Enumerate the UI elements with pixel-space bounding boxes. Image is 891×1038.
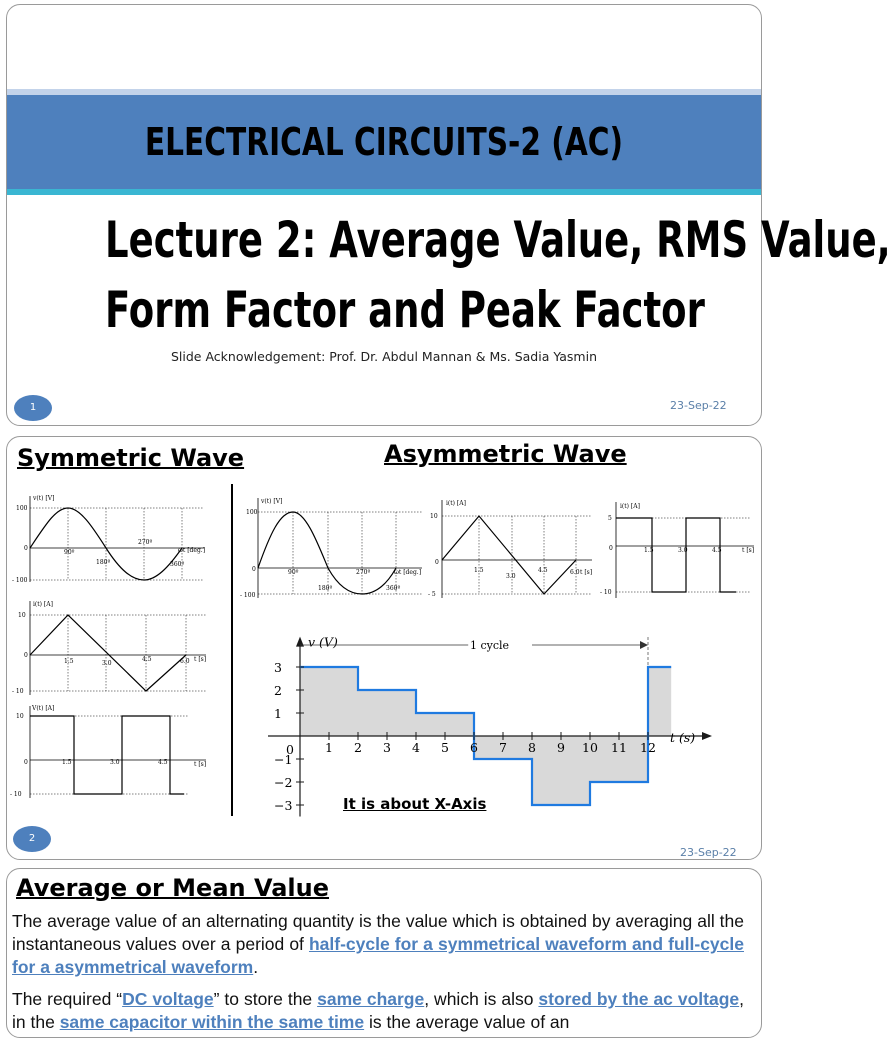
y-tick-label: 3	[274, 660, 282, 675]
page-number-badge: 2	[13, 826, 51, 852]
title-band-bottom-stripe	[7, 189, 761, 195]
y-tick: 0	[24, 652, 28, 659]
y-tick: 10	[16, 713, 24, 720]
xlabel: t [s]	[580, 569, 593, 576]
symmetric-wave-heading: Symmetric Wave	[17, 444, 245, 472]
title-slide	[6, 4, 891, 426]
x-tick: 6.0	[180, 658, 190, 665]
symmetric-square-plot	[8, 702, 208, 804]
xlabel: ωt [deg.]	[394, 569, 422, 576]
y-tick-label: −3	[274, 798, 293, 813]
paragraph-text: The average value of an alternating quantity is the value which is obtained by averaging all the instantaneous values over a period of	[12, 911, 744, 954]
x-tick: 3.0	[678, 547, 688, 554]
x-tick: 3.0	[102, 660, 112, 667]
xlabel: t [s]	[742, 547, 755, 554]
ylabel: v(t) [V]	[261, 498, 283, 505]
y-tick-label: −1	[274, 752, 293, 767]
ylabel: v(t) [V]	[33, 495, 55, 502]
highlight-waveform-period: half-cycle for a symmetrical waveform and full-cycle for a asymmetrical waveform	[12, 934, 744, 977]
y-tick-label: 2	[274, 683, 282, 698]
paragraph-text: ” to store the	[213, 989, 318, 1009]
x-tick: 3.0	[506, 573, 516, 580]
x-tick: 4.5	[158, 759, 168, 766]
x-tick: 4.5	[538, 567, 548, 574]
x-tick: 180º	[318, 585, 333, 592]
ylabel: i(t) [A]	[33, 601, 53, 608]
y-tick: 5	[608, 515, 612, 522]
paragraph-text: .	[253, 957, 259, 977]
y-tick: - 5	[428, 591, 436, 598]
x-tick: 1.5	[64, 658, 74, 665]
step-xlabel: t (s)	[670, 730, 696, 745]
xlabel: t [s]	[194, 761, 207, 768]
cycle-label: 1 cycle	[470, 639, 510, 652]
x-tick: 6.0	[570, 569, 580, 576]
x-tick-label: 1	[325, 740, 333, 755]
y-tick: 0	[24, 759, 28, 766]
dc-equivalent-paragraph	[12, 988, 744, 1034]
x-tick-label: 3	[383, 740, 391, 755]
y-tick: 0	[252, 566, 256, 573]
x-tick: 1.5	[62, 759, 72, 766]
lecture-title-line-2: Form Factor and Peak Factor	[105, 281, 705, 339]
step-waveform-chart	[262, 618, 722, 814]
x-tick: 3.0	[110, 759, 120, 766]
y-tick: - 10	[12, 688, 24, 695]
x-axis-arrowhead	[702, 732, 712, 740]
y-tick: - 10	[10, 791, 22, 798]
symmetric-triangle-plot	[8, 597, 208, 699]
slide-date: 23-Sep-22	[670, 399, 727, 412]
y-tick: - 100	[240, 592, 256, 599]
asymmetric-triangle-plot	[424, 496, 594, 600]
x-tick: 360º	[170, 561, 185, 568]
highlight-same-charge: same charge	[317, 989, 425, 1009]
course-title: ELECTRICAL CIRCUITS-2 (AC)	[144, 120, 624, 164]
y-tick: 0	[609, 545, 613, 552]
definition-paragraph	[12, 910, 744, 979]
x-tick: 180º	[96, 559, 111, 566]
y-tick: 100	[16, 505, 28, 512]
paragraph-text: is the average value of an	[364, 1012, 570, 1032]
page-number-badge: 1	[14, 395, 52, 421]
y-tick: 10	[430, 513, 438, 520]
x-tick-label: 4	[412, 740, 420, 755]
x-tick: 90º	[64, 549, 75, 556]
x-tick: 1.5	[644, 547, 654, 554]
x-tick-label: 8	[528, 740, 536, 755]
y-tick-label: 0	[286, 742, 294, 757]
paragraph-text: , in the	[12, 989, 745, 1032]
asymmetric-square-plot	[600, 498, 756, 600]
slide-date: 23-Sep-22	[680, 846, 737, 859]
y-tick: 0	[435, 559, 439, 566]
y-tick: - 100	[12, 577, 28, 584]
highlight-same-capacitor: same capacitor within the same time	[59, 1012, 365, 1032]
x-tick-label: 10	[582, 740, 598, 755]
x-axis-note: It is about X-Axis	[343, 795, 487, 813]
x-tick-label: 12	[640, 740, 656, 755]
xlabel: t [s]	[194, 656, 207, 663]
ylabel: i(t) [A]	[620, 503, 640, 510]
average-value-heading: Average or Mean Value	[16, 874, 330, 902]
symmetric-sine-plot	[8, 490, 208, 592]
highlight-dc-voltage: DC voltage	[122, 989, 214, 1009]
asymmetric-wave-heading: Asymmetric Wave	[384, 440, 627, 468]
x-tick: 270º	[356, 569, 371, 576]
slide-acknowledgement: Slide Acknowledgement: Prof. Dr. Abdul Mannan & Ms. Sadia Yasmin	[170, 349, 598, 364]
x-tick-label: 5	[441, 740, 449, 755]
paragraph-text: The required “	[12, 989, 123, 1009]
y-tick: 100	[246, 509, 258, 516]
y-tick-label: −2	[274, 775, 293, 790]
asymmetric-sine-plot	[238, 494, 424, 602]
x-tick-label: 2	[354, 740, 362, 755]
highlight-stored-by-ac: stored by the ac voltage	[538, 989, 740, 1009]
x-tick: 4.5	[712, 547, 722, 554]
y-tick: 0	[24, 545, 28, 552]
paragraph-text: , which is also	[424, 989, 539, 1009]
y-tick-label: 1	[274, 706, 282, 721]
xlabel: ωt [deg.]	[178, 547, 206, 554]
cycle-arrowhead	[640, 641, 648, 649]
column-divider	[231, 484, 233, 816]
lecture-title-line-1: Lecture 2: Average Value, RMS Value,	[105, 211, 891, 269]
x-tick: 270º	[138, 539, 153, 546]
x-tick-label: 11	[611, 740, 627, 755]
x-tick: 360º	[386, 585, 401, 592]
ylabel: V(t) [A]	[32, 705, 55, 712]
x-tick-label: 6	[470, 740, 478, 755]
x-tick-label: 9	[557, 740, 565, 755]
ylabel: i(t) [A]	[446, 500, 466, 507]
y-tick: - 10	[600, 589, 612, 596]
x-tick-label: 7	[499, 740, 507, 755]
x-tick: 90º	[288, 569, 299, 576]
x-tick: 4.5	[142, 656, 152, 663]
x-tick: 1.5	[474, 567, 484, 574]
y-tick: 10	[18, 612, 26, 619]
step-ylabel: v (V)	[308, 634, 338, 650]
